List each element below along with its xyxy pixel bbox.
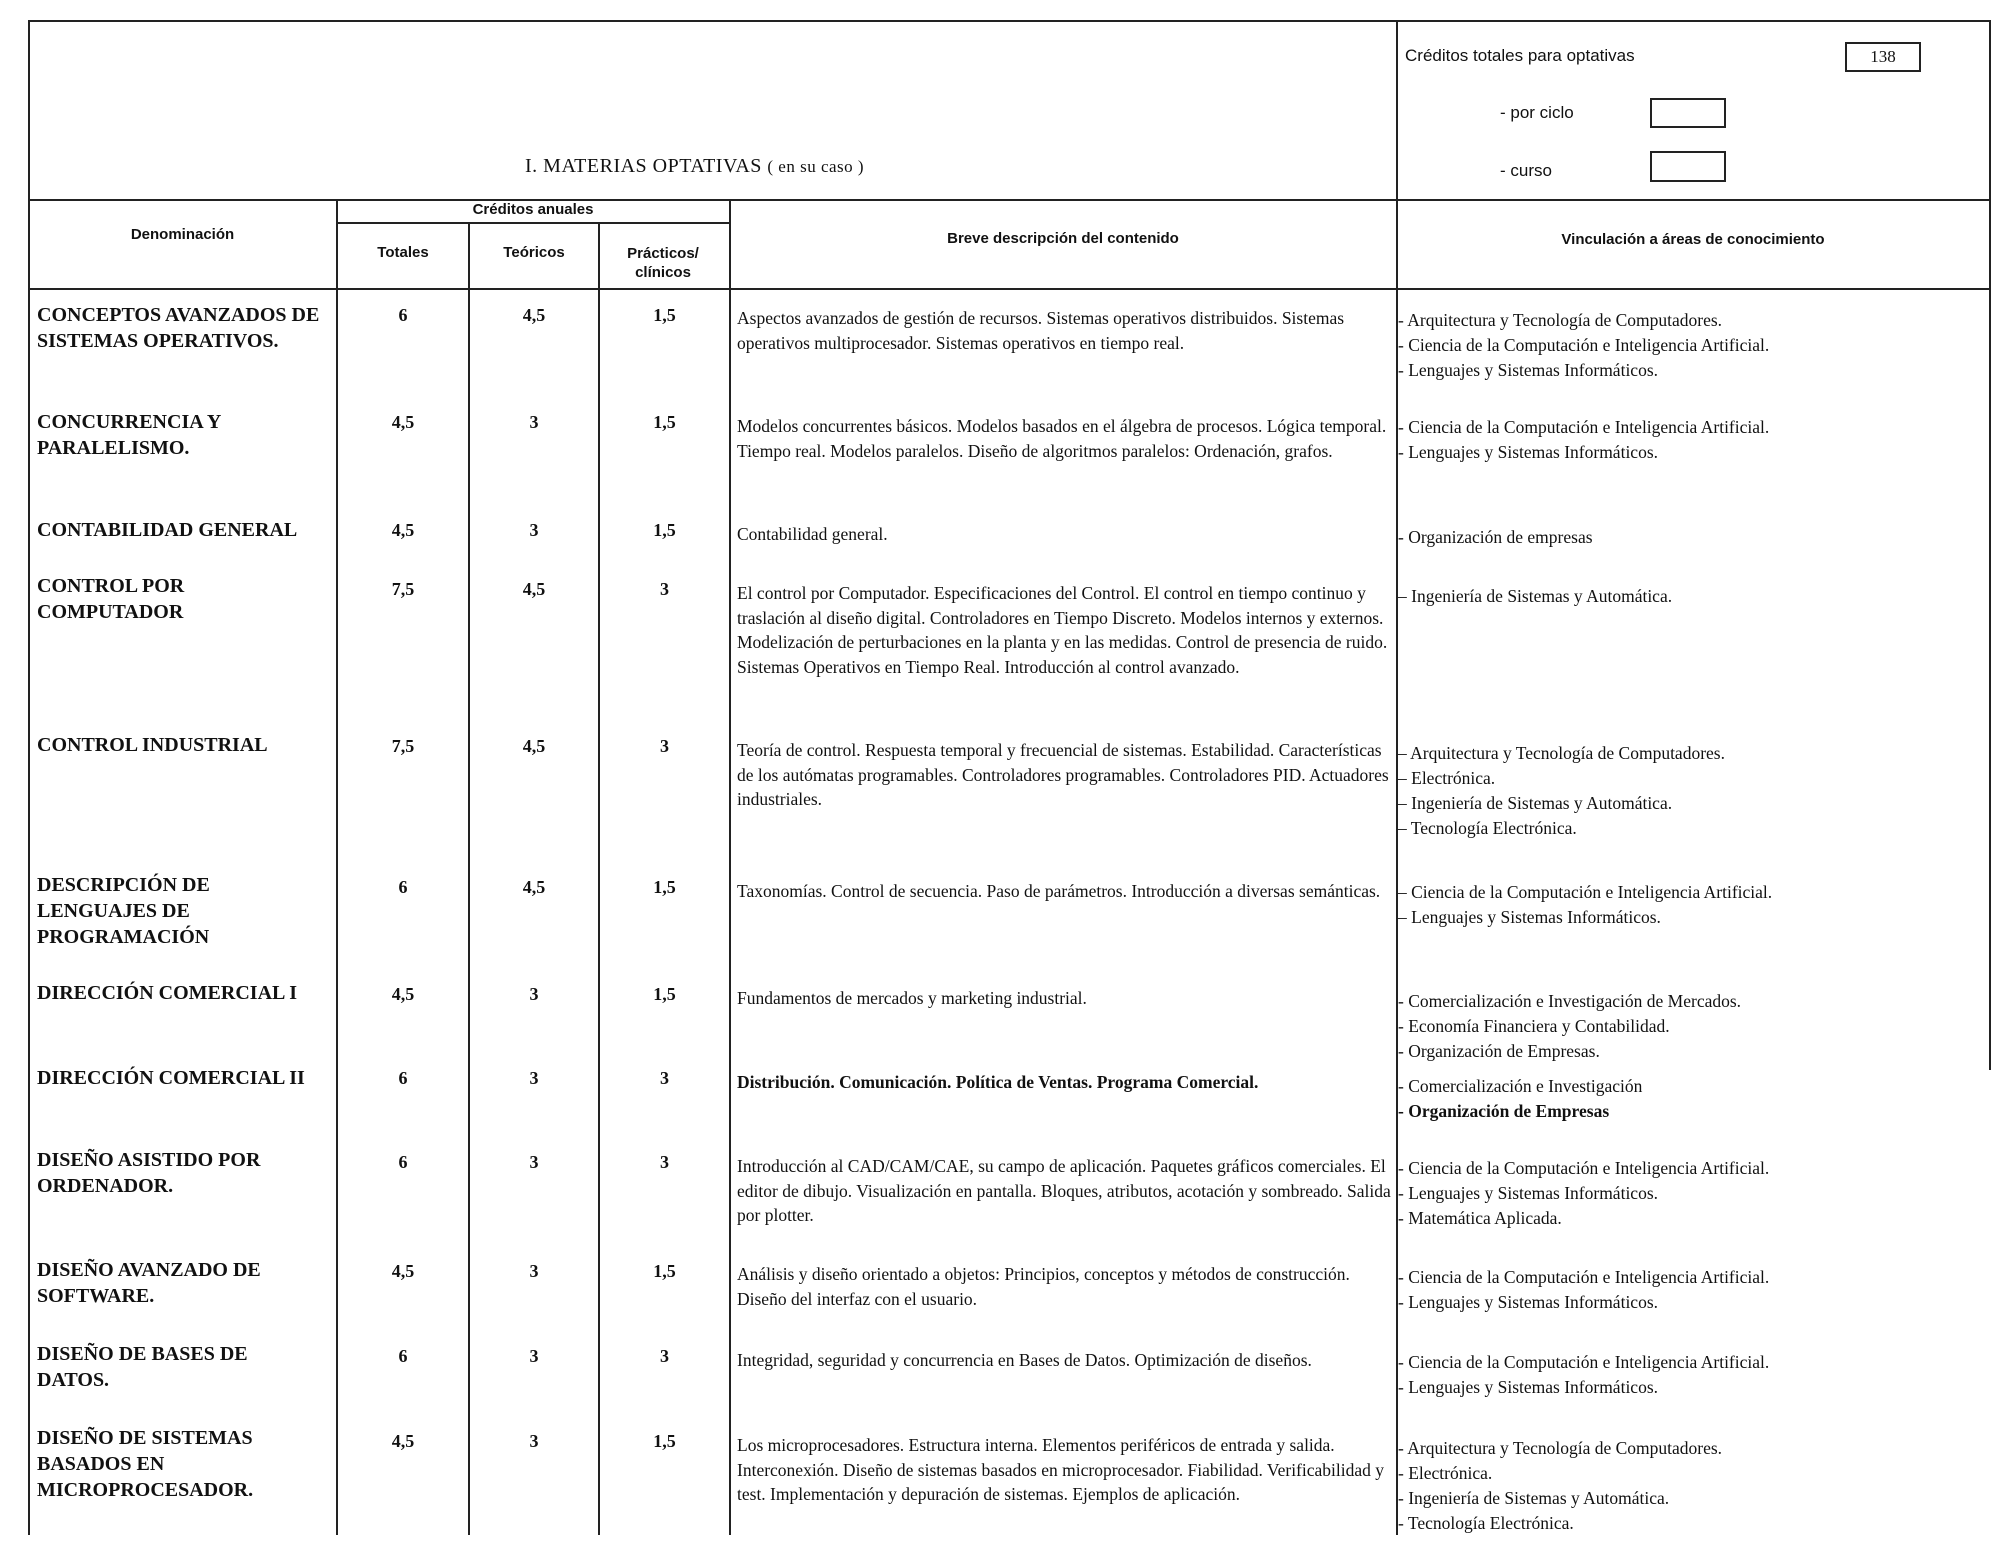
row-theory: 3 <box>529 1261 539 1281</box>
row-name: CONTABILIDAD GENERAL <box>37 519 298 541</box>
row-areas <box>1398 1436 1958 1536</box>
row-description: Modelos concurrentes básicos. Modelos basados en el álgebra de procesos. Lógica temporal. Tiempo real. Modelos paralelos. Diseño de algoritmos paralelos: Ordenación, grafos. <box>737 416 1387 461</box>
row-description: Contabilidad general. <box>737 524 888 544</box>
row-areas <box>1398 989 1958 1064</box>
row-description: Análisis y diseño orientado a objetos: Principios, conceptos y métodos de construcción. Diseño del interfaz con el usuario. <box>737 1264 1350 1309</box>
credits-total-box: 138 <box>1845 42 1921 72</box>
row-name: DISEÑO AVANZADO DE SOFTWARE. <box>37 1259 261 1307</box>
table-top-border <box>28 20 1991 22</box>
row-name: CONTROL POR COMPUTADOR <box>37 575 185 623</box>
per-course-box <box>1650 151 1726 182</box>
column-header-credits-group: Créditos anuales <box>472 201 594 218</box>
area-item: - Matemática Aplicada. <box>1398 1208 1562 1228</box>
area-item: - Lenguajes y Sistemas Informáticos. <box>1398 360 1659 380</box>
row-areas <box>1398 1265 1958 1315</box>
area-item: – Electrónica. <box>1398 768 1496 788</box>
per-cycle-box <box>1650 98 1726 128</box>
row-name: CONCURRENCIA Y PARALELISMO. <box>37 411 221 459</box>
area-item: - Lenguajes y Sistemas Informáticos. <box>1398 1183 1659 1203</box>
row-name: DESCRIPCIÓN DE LENGUAJES DE PROGRAMACIÓN <box>37 874 210 948</box>
area-item: - Organización de Empresas. <box>1398 1041 1600 1061</box>
column-header-areas: Vinculación a áreas de conocimiento <box>1561 231 1825 248</box>
row-practical: 3 <box>660 1346 669 1366</box>
row-theory: 4,5 <box>522 579 546 599</box>
row-description: Fundamentos de mercados y marketing industrial. <box>737 988 1087 1008</box>
row-theory: 3 <box>529 1152 539 1172</box>
area-item: – Tecnología Electrónica. <box>1398 818 1577 838</box>
section-title-note: ( en su caso ) <box>767 157 865 176</box>
area-item: - Comercialización e Investigación <box>1398 1076 1643 1096</box>
row-totals: 4,5 <box>391 1431 415 1451</box>
row-areas <box>1398 584 1958 609</box>
column-divider-name <box>336 199 338 1535</box>
area-item: – Lenguajes y Sistemas Informáticos. <box>1398 907 1661 927</box>
row-totals: 7,5 <box>391 579 415 599</box>
row-totals: 7,5 <box>391 736 415 756</box>
area-item: - Lenguajes y Sistemas Informáticos. <box>1398 442 1659 462</box>
area-item: - Tecnología Electrónica. <box>1398 1513 1574 1533</box>
row-description: Teoría de control. Respuesta temporal y frecuencial de sistemas. Estabilidad. Características de los autómatas programables. Controladores programables. Controladores PID. Actuadores industriales. <box>737 740 1389 809</box>
area-item: – Ingeniería de Sistemas y Automática. <box>1398 793 1673 813</box>
area-item: - Ciencia de la Computación e Inteligencia Artificial. <box>1398 335 1770 355</box>
row-name: DISEÑO DE BASES DE DATOS. <box>37 1343 248 1391</box>
row-practical: 1,5 <box>653 984 676 1004</box>
row-description: Los microprocesadores. Estructura interna. Elementos periféricos de entrada y salida. Interconexión. Diseño de sistemas basados en microprocesador. Fiabilidad. Verificabilidad y test. Implementación y depuración de sistemas. Ejemplos de aplicación. <box>737 1435 1385 1504</box>
row-totals: 6 <box>398 1068 408 1088</box>
area-item: - Lenguajes y Sistemas Informáticos. <box>1398 1377 1659 1397</box>
row-practical: 1,5 <box>653 305 676 325</box>
area-item: - Lenguajes y Sistemas Informáticos. <box>1398 1292 1659 1312</box>
row-practical: 1,5 <box>653 412 676 432</box>
row-totals: 6 <box>398 1152 408 1172</box>
row-name: CONTROL INDUSTRIAL <box>37 734 268 756</box>
area-item: - Ciencia de la Computación e Inteligencia Artificial. <box>1398 1158 1770 1178</box>
area-item: - Comercialización e Investigación de Mercados. <box>1398 991 1742 1011</box>
row-practical: 3 <box>660 1068 669 1088</box>
row-practical: 3 <box>660 736 669 756</box>
row-totals: 4,5 <box>391 520 415 540</box>
area-item: - Ciencia de la Computación e Inteligencia Artificial. <box>1398 1352 1770 1372</box>
row-theory: 4,5 <box>522 877 546 897</box>
row-areas <box>1398 880 1958 930</box>
row-practical: 3 <box>660 579 669 599</box>
credits-subheader-border <box>336 222 729 224</box>
row-totals: 6 <box>398 877 408 897</box>
row-totals: 4,5 <box>391 1261 415 1281</box>
row-theory: 3 <box>529 1346 539 1366</box>
row-description: El control por Computador. Especificaciones del Control. El control en tiempo continuo y traslación al diseño digital. Controladores en Tiempo Discreto. Modelos internos y externos. Modelización de perturbaciones en la planta y en las medidas. Control de presencia de ruido. Sistemas Operativos en Tiempo Real. Introducción al control avanzado. <box>737 583 1388 677</box>
row-description: Introducción al CAD/CAM/CAE, su campo de aplicación. Paquetes gráficos comerciales. El editor de dibujo. Visualización en pantalla. Bloques, atributos, acotación y sombreado. Salida por plotter. <box>737 1156 1391 1225</box>
row-areas <box>1398 415 1958 465</box>
row-theory: 3 <box>529 520 539 540</box>
row-theory: 3 <box>529 412 539 432</box>
row-practical: 3 <box>660 1152 669 1172</box>
row-areas <box>1398 1074 1958 1124</box>
row-theory: 3 <box>529 1068 539 1088</box>
row-areas <box>1398 525 1958 550</box>
row-description: Aspectos avanzados de gestión de recursos. Sistemas operativos distribuidos. Sistemas operativos multiprocesador. Sistemas operativos en tiempo real. <box>737 308 1345 353</box>
row-totals: 4,5 <box>391 412 415 432</box>
row-practical: 1,5 <box>653 877 676 897</box>
row-name: DISEÑO DE SISTEMAS BASADOS EN MICROPROCESADOR. <box>37 1427 254 1501</box>
row-totals: 6 <box>398 305 408 325</box>
area-item: – Arquitectura y Tecnología de Computadores. <box>1398 743 1725 763</box>
row-practical: 1,5 <box>653 520 676 540</box>
per-cycle-label: - por ciclo <box>1500 103 1574 122</box>
area-item: - Ingeniería de Sistemas y Automática. <box>1398 1488 1670 1508</box>
area-item: – Ciencia de la Computación e Inteligencia Artificial. <box>1398 882 1773 902</box>
row-areas <box>1398 741 1958 841</box>
row-name: CONCEPTOS AVANZADOS DE SISTEMAS OPERATIVOS. <box>37 304 320 352</box>
row-areas <box>1398 1156 1958 1231</box>
row-theory: 4,5 <box>522 305 546 325</box>
row-areas <box>1398 1350 1958 1400</box>
area-item: - Economía Financiera y Contabilidad. <box>1398 1016 1670 1036</box>
area-item: - Organización de empresas <box>1398 527 1593 547</box>
column-header-description: Breve descripción del contenido <box>947 230 1179 247</box>
column-header-theory: Teóricos <box>503 244 565 261</box>
row-practical: 1,5 <box>653 1431 676 1451</box>
column-header-totals: Totales <box>377 244 429 261</box>
area-item: - Arquitectura y Tecnología de Computadores. <box>1398 1438 1723 1458</box>
area-item: - Ciencia de la Computación e Inteligencia Artificial. <box>1398 1267 1770 1287</box>
row-theory: 3 <box>529 984 539 1004</box>
row-totals: 4,5 <box>391 984 415 1004</box>
row-description: Integridad, seguridad y concurrencia en Bases de Datos. Optimización de diseños. <box>737 1350 1312 1370</box>
row-name: DISEÑO ASISTIDO POR ORDENADOR. <box>37 1149 261 1197</box>
row-description: Distribución. Comunicación. Política de Ventas. Programa Comercial. <box>737 1072 1259 1092</box>
row-name: DIRECCIÓN COMERCIAL II <box>37 1067 305 1089</box>
area-item: - Electrónica. <box>1398 1463 1493 1483</box>
row-theory: 3 <box>529 1431 539 1451</box>
area-item: - Ciencia de la Computación e Inteligencia Artificial. <box>1398 417 1770 437</box>
row-description: Taxonomías. Control de secuencia. Paso de parámetros. Introducción a diversas semánticas. <box>737 881 1381 901</box>
table-right-border <box>1989 20 1991 1070</box>
section-title-text: I. MATERIAS OPTATIVAS <box>525 155 762 177</box>
row-totals: 6 <box>398 1346 408 1366</box>
table-left-border <box>28 20 30 1535</box>
area-item: - Arquitectura y Tecnología de Computadores. <box>1398 310 1723 330</box>
column-divider-practical <box>729 199 731 1535</box>
column-header-name: Denominación <box>130 226 235 243</box>
column-header-practical: Prácticos/ clínicos <box>627 245 699 281</box>
area-item: – Ingeniería de Sistemas y Automática. <box>1398 586 1673 606</box>
row-name: DIRECCIÓN COMERCIAL I <box>37 982 298 1004</box>
credits-total-label: Créditos totales para optativas <box>1405 46 1635 65</box>
per-course-label: - curso <box>1500 161 1552 180</box>
header-bottom-border <box>28 288 1991 290</box>
row-areas <box>1398 308 1958 383</box>
row-practical: 1,5 <box>653 1261 676 1281</box>
area-item: - Organización de Empresas <box>1398 1101 1610 1121</box>
section-title <box>525 155 864 178</box>
title-bottom-border <box>28 199 1991 201</box>
row-theory: 4,5 <box>522 736 546 756</box>
